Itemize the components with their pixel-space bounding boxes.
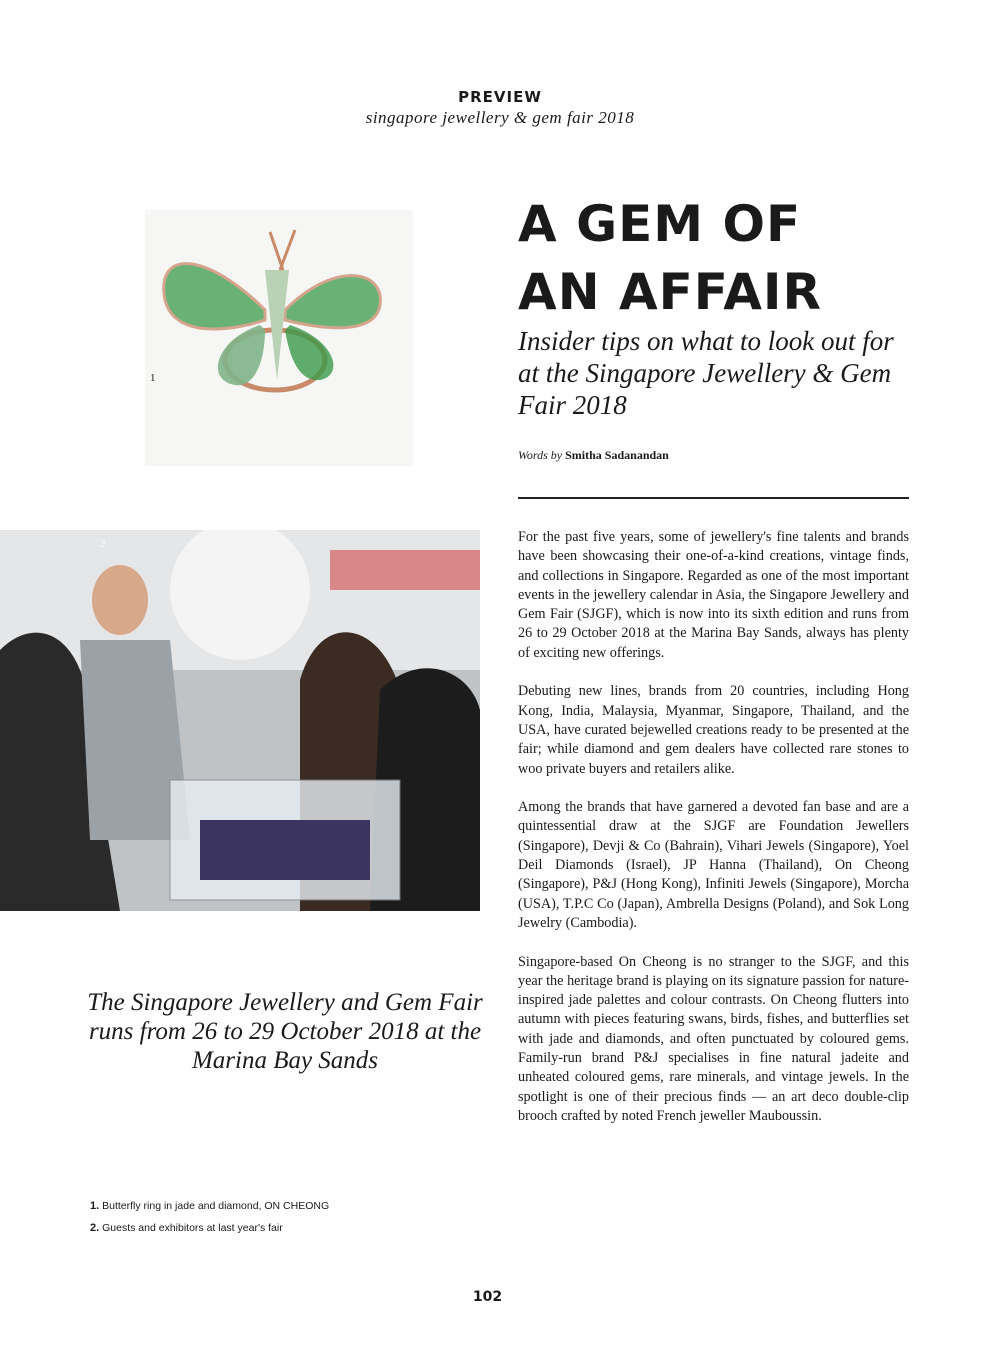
caption-number: 2. [90,1222,100,1234]
paragraph: Singapore-based On Cheong is no stranger to the SJGF, and this year the heritage brand is playing on its signature passion for nature-inspired jade palettes and colour contrasts. On Cheong flutters into autumn with pieces featuring swans, birds, fishes, and butterflies set with jade and diamonds, and often punctuated by coloured gems. Family-run brand P&J specialises in fine natural jadeite and unheated coloured gems, rare minerals, and vintage jewels. In the spotlight is one of their precious finds — an art deco double-clip brooch crafted by noted French jeweller Mauboussin. [518,953,909,1124]
caption [90,1222,350,1234]
captions [90,1200,350,1244]
section-label: PREVIEW [458,88,542,106]
standfirst: Insider tips on what to look out for at the Singapore Jewellery & Gem Fair 2018 [518,326,894,420]
headline-line: A GEM OF [518,195,802,253]
fair-photo [0,530,480,911]
caption-text: Guests and exhibitors at last year's fair [102,1222,283,1234]
byline [518,448,669,463]
caption-text: Butterfly ring in jade and diamond, ON CHEONG [102,1200,330,1212]
section-subtitle: singapore jewellery & gem fair 2018 [365,108,635,127]
image-number: 1 [150,372,156,384]
divider [518,497,909,499]
headline [518,190,822,326]
pull-quote: The Singapore Jewellery and Gem Fair runs from 26 to 29 October 2018 at the Marina Bay Sands [87,989,483,1074]
author-name: Smitha Sadanandan [565,448,669,462]
paragraph: For the past five years, some of jewellery's fine talents and brands have been showcasing their one-of-a-kind creations, vintage finds, and collections in Singapore. Regarded as one of the most important events in the jewellery calendar in Asia, the Singapore Jewellery and Gem Fair (SJGF), which is now into its sixth edition and runs from 26 to 29 October 2018 at the Marina Bay Sands, always has plenty of exciting new offerings. [518,529,909,661]
byline-label: Words by [518,448,563,462]
headline-line: AN AFFAIR [518,263,823,321]
image-number: 2 [100,538,106,550]
caption [90,1200,350,1212]
caption-number: 1. [90,1200,100,1212]
butterfly-ring-photo [145,210,413,466]
page-number: 102 [472,1289,503,1305]
article-body [518,528,909,1146]
paragraph: Among the brands that have garnered a devoted fan base and are a quintessential draw at the SJGF are Foundation Jewellers (Singapore), Devji & Co (Bahrain), Vihari Jewels (Singapore), Yoel Deil Diamonds (Israel), JP Hanna (Thailand), On Cheong (Singapore), P&J (Hong Kong), Infiniti Jewels (Singapore), Morcha (USA), T.P.C Co (Japan), Ambrella Designs (Poland), and Sok Long Jewelry (Cambodia). [518,799,909,931]
paragraph: Debuting new lines, brands from 20 countries, including Hong Kong, India, Malaysia, Myanmar, Singapore, Thailand, and the USA, have curated bejewelled creations ready to be presented at the fair; while diamond and gem dealers have collected rare stones to woo private buyers and retailers alike. [518,683,909,777]
